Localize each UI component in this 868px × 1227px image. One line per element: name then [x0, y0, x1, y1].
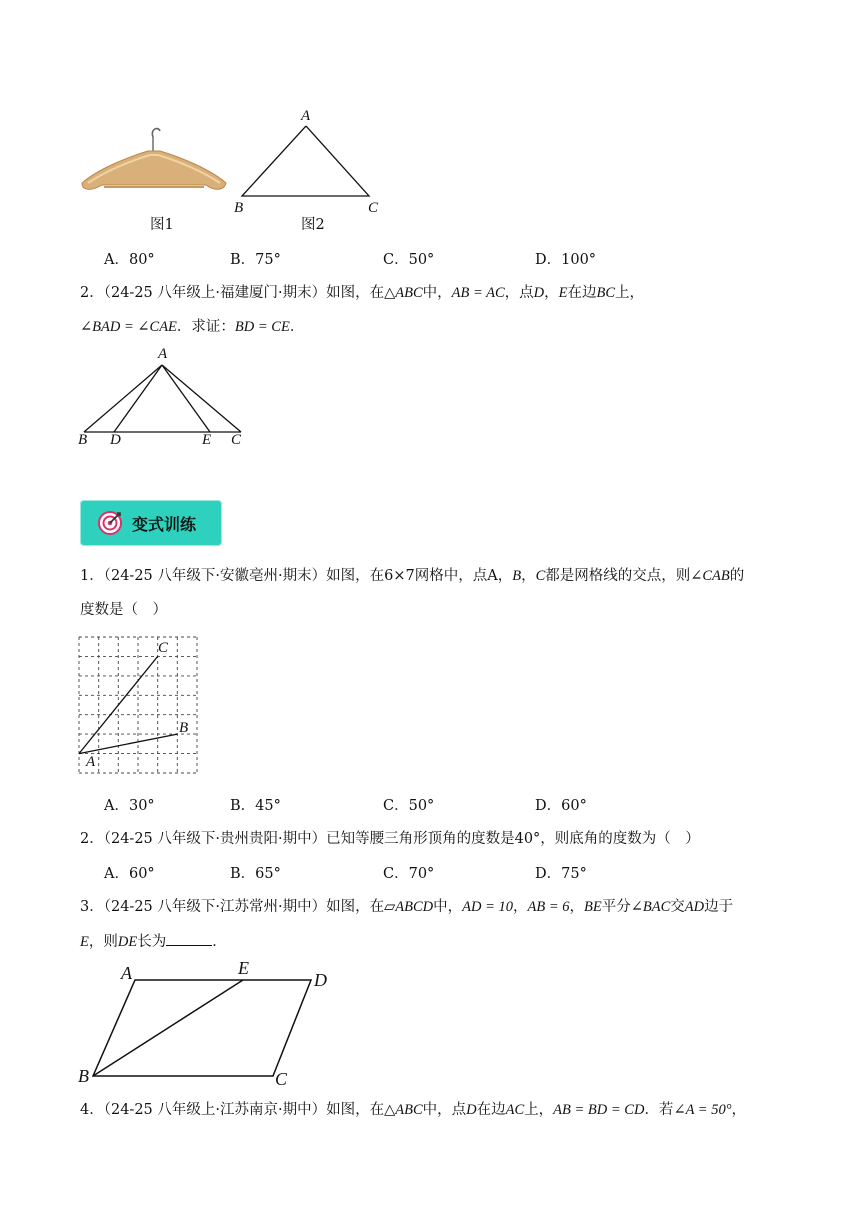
q2-label-b: B: [78, 432, 88, 448]
fig2-label-b: B: [234, 200, 244, 216]
v3-label-d: D: [314, 970, 327, 990]
option-d: D．100°: [535, 252, 597, 268]
v2-option-c: C．70°: [383, 866, 435, 882]
v3-label-c: C: [275, 1069, 288, 1089]
fig2-label-c: C: [368, 200, 379, 216]
v3-label-a: A: [121, 963, 132, 983]
q2-line-1: 2．（24-25 八年级上·福建厦门·期末）如图，在△ABC中，AB = AC，点D，E在边BC上，: [80, 285, 645, 301]
option-c: C．50°: [383, 252, 435, 268]
v4-line-1: 4．（24-25 八年级上·江苏南京·期中）如图，在△ABC中，点D在边AC上，AB = BD = CD．若∠A = 50°，: [80, 1102, 747, 1118]
v1-option-c: C．50°: [383, 798, 435, 814]
v1-line-2: 度数是（ ）: [80, 602, 167, 618]
v1-label-a: A: [86, 754, 96, 770]
v2-option-d: D．75°: [535, 866, 587, 882]
v3-label-b: B: [78, 1066, 89, 1086]
v2-option-a: A．60°: [104, 866, 155, 882]
v1-label-c: C: [158, 640, 169, 656]
v1-line-1: 1．（24-25 八年级下·安徽亳州·期末）如图，在6×7网格中，点A，B，C都是网格线的交点，则∠CAB的: [80, 568, 745, 584]
v1-label-b: B: [179, 720, 189, 736]
fig2-label-a: A: [301, 108, 311, 124]
banner-title: 变式训练: [132, 515, 197, 534]
v1-option-b: B．45°: [230, 798, 281, 814]
fig1-caption: 图1: [150, 217, 174, 233]
q2-label-c: C: [231, 432, 242, 448]
v3-label-e: E: [238, 958, 249, 978]
v2-line-1: 2．（24-25 八年级下·贵州贵阳·期中）已知等腰三角形顶角的度数是40°，则底角的度数为（ ）: [80, 831, 700, 847]
q2-label-d: D: [110, 432, 121, 448]
fig2-caption: 图2: [301, 217, 325, 233]
v1-option-d: D．60°: [535, 798, 587, 814]
v3-line-2: E，则DE长为 ．: [80, 931, 227, 952]
option-b: B．75°: [230, 252, 281, 268]
q2-label-a: A: [158, 346, 168, 362]
v2-option-b: B．65°: [230, 866, 281, 882]
q2-line-2: ∠BAD = ∠CAE．求证：BD = CE．: [80, 319, 305, 335]
v3-line-1: 3．（24-25 八年级下·江苏常州·期中）如图，在▱ABCD中，AD = 10，AB = 6，BE平分∠BAC交AD边于: [80, 899, 734, 915]
v1-option-a: A．30°: [104, 798, 155, 814]
q2-label-e: E: [202, 432, 212, 448]
option-a: A．80°: [104, 252, 155, 268]
